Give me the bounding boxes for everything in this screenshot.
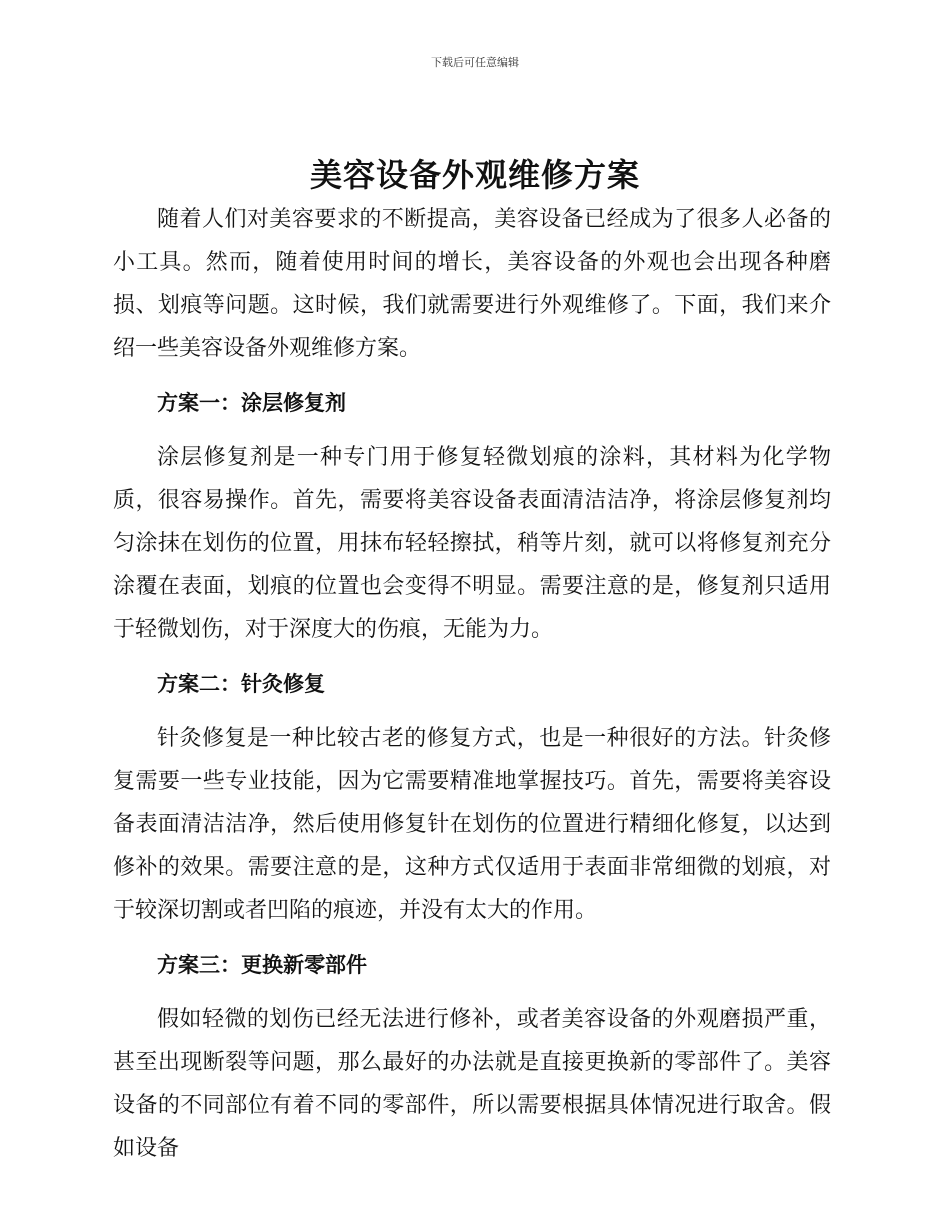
header-note: 下载后可任意编辑 <box>431 56 519 69</box>
section-heading-1: 方案一：涂层修复剂 <box>157 391 346 415</box>
intro-paragraph: 随着人们对美容要求的不断提高，美容设备已经成为了很多人必备的小工具。然而，随着使用时间的增长，美容设备的外观也会出现各种磨损、划痕等问题。这时候，我们就需要进行外观维修了。下面，我们来介绍一些美容设备外观维修方案。 <box>113 207 831 361</box>
document-title: 美容设备外观维修方案 <box>309 156 640 194</box>
section-paragraph-3: 假如轻微的划伤已经无法进行修补，或者美容设备的外观磨损严重，甚至出现断裂等问题，那么最好的办法就是直接更换新的零部件了。美容设备的不同部位有着不同的零部件，所以需要根据具体情况进行取舍。假如设备 <box>113 1007 831 1161</box>
document-body <box>113 198 831 1170</box>
section-heading-2: 方案二：针灸修复 <box>157 672 325 696</box>
section-paragraph-2: 针灸修复是一种比较古老的修复方式，也是一种很好的方法。针灸修复需要一些专业技能，因为它需要精准地掌握技巧。首先，需要将美容设备表面清洁洁净，然后使用修复针在划伤的位置进行精细化修复，以达到修补的效果。需要注意的是，这种方式仅适用于表面非常细微的划痕，对于较深切割或者凹陷的痕迹，并没有太大的作用。 <box>113 726 831 923</box>
section-heading-3: 方案三：更换新零部件 <box>157 953 367 977</box>
section-paragraph-1: 涂层修复剂是一种专门用于修复轻微划痕的涂料，其材料为化学物质，很容易操作。首先，需要将美容设备表面清洁洁净，将涂层修复剂均匀涂抹在划伤的位置，用抹布轻轻擦拭，稍等片刻，就可以将修复剂充分涂覆在表面，划痕的位置也会变得不明显。需要注意的是，修复剂只适用于轻微划伤，对于深度大的伤痕，无能为力。 <box>113 445 831 642</box>
